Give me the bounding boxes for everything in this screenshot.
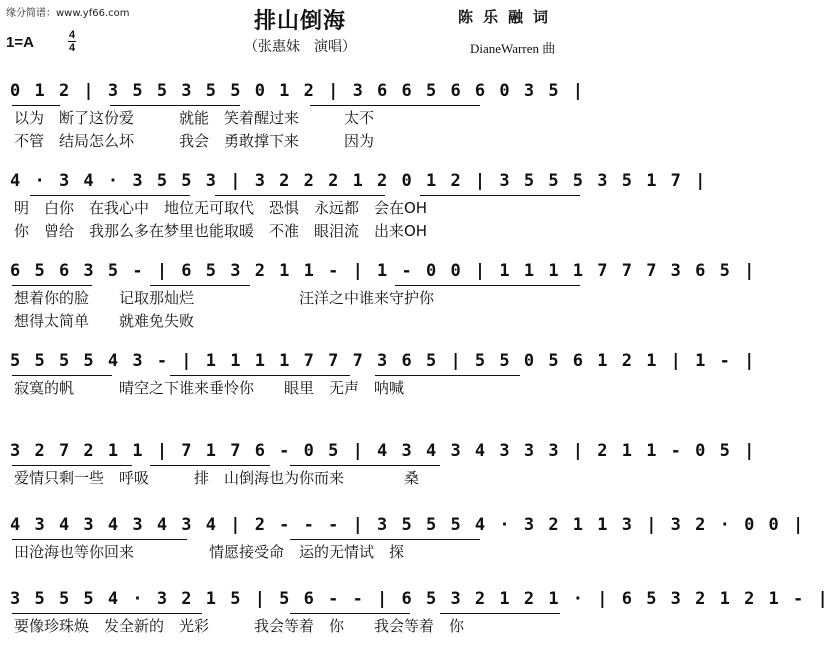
lyrics-verse-1: 以为 断了这份爱 就能 笑着醒过来 太不 <box>14 109 375 127</box>
beam-line <box>150 465 270 466</box>
beam-line <box>12 375 112 376</box>
beam-line <box>12 285 92 286</box>
beam-line <box>420 195 580 196</box>
music-system-5 <box>0 438 757 514</box>
lyrics-verse-1: 寂寞的帆 晴空之下谁来垂怜你 眼里 无声 呐喊 <box>14 379 405 397</box>
lyrics-verse-1: 要像珍珠焕 发全新的 光彩 我会等着 你 我会等着 你 <box>14 617 465 635</box>
notation-line: 4 3 4 3 4 3 4 3 4 | 2 - - - | 3 5 5 5 4 · 3 2 1 1 3 | 3 2 · 0 0 | <box>10 515 806 535</box>
beam-line <box>215 195 385 196</box>
beam-line <box>12 539 187 540</box>
beam-line <box>310 105 480 106</box>
beam-line <box>290 465 440 466</box>
beam-line <box>12 613 202 614</box>
beam-line <box>375 375 520 376</box>
beam-line <box>110 105 240 106</box>
lyrics-verse-1: 田沧海也等你回来 情愿接受命 运的无情试 探 <box>14 543 405 561</box>
beam-line <box>440 613 560 614</box>
beam-line <box>395 285 580 286</box>
notation-line: 3 5 5 5 4 · 3 2 1 5 | 5 6 - - | 6 5 3 2 1 2 1 · | 6 5 3 2 1 2 1 - | <box>10 589 830 609</box>
beam-line <box>12 465 132 466</box>
notation-line: 5 5 5 5 4 3 - | 1 1 1 1 7 7 7 3 6 5 | 5 5 0 5 6 1 2 1 | 1 - | <box>10 351 757 371</box>
notation-line: 3 2 7 2 1 1 | 7 1 7 6 - 0 5 | 4 3 4 3 4 3 3 3 | 2 1 1 - 0 5 | <box>10 441 757 461</box>
music-system-7 <box>0 586 830 662</box>
music-system-3 <box>0 258 757 334</box>
music-system-4 <box>0 348 757 424</box>
music-system-1 <box>0 78 600 154</box>
site-credit: 缘分简谱：www.yf66.com <box>6 8 130 19</box>
lyrics-verse-2: 不管 结局怎么坏 我会 勇敢撑下来 因为 <box>14 132 375 150</box>
notation-line: 6 5 6 3 5 - | 6 5 3 2 1 1 - | 1 - 0 0 | 1 1 1 1 7 7 7 3 6 5 | <box>10 261 757 281</box>
singer-credit: （张惠妹 演唱） <box>244 39 356 55</box>
music-system-6 <box>0 512 806 588</box>
beam-line <box>290 539 480 540</box>
key-signature: 1=A <box>6 34 34 51</box>
beam-line <box>150 285 250 286</box>
notation-line: 4 · 3 4 · 3 5 5 3 | 3 2 2 2 1 2 0 1 2 | 3 5 5 5 3 5 1 7 | <box>10 171 708 191</box>
lyrics-verse-2: 想得太简单 就难免失败 <box>14 312 195 330</box>
lyrics-verse-1: 想着你的脸 记取那灿烂 汪洋之中谁来守护你 <box>14 289 435 307</box>
time-signature-bottom: 4 <box>68 42 76 54</box>
composer-credit: DianeWarren 曲 <box>470 41 556 56</box>
beam-line <box>170 375 350 376</box>
beam-line <box>30 195 190 196</box>
song-title: 排山倒海 <box>253 9 346 34</box>
lyrics-verse-2: 你 曾给 我那么多在梦里也能取暖 不准 眼泪流 出来OH <box>14 222 428 240</box>
beam-line <box>12 105 60 106</box>
notation-line: 0 1 2 | 3 5 5 3 5 5 0 1 2 | 3 6 6 5 6 6 0 3 5 | <box>10 81 586 101</box>
time-signature <box>64 30 80 53</box>
time-signature-top: 4 <box>68 29 76 41</box>
beam-line <box>290 613 410 614</box>
lyricist-credit: 陈乐融词 <box>458 8 559 26</box>
lyrics-verse-1: 爱情只剩一些 呼吸 排 山倒海也为你而来 桑 <box>14 469 420 487</box>
music-system-2 <box>0 168 708 244</box>
lyrics-verse-1: 明 白你 在我心中 地位无可取代 恐惧 永远都 会在OH <box>14 199 428 217</box>
